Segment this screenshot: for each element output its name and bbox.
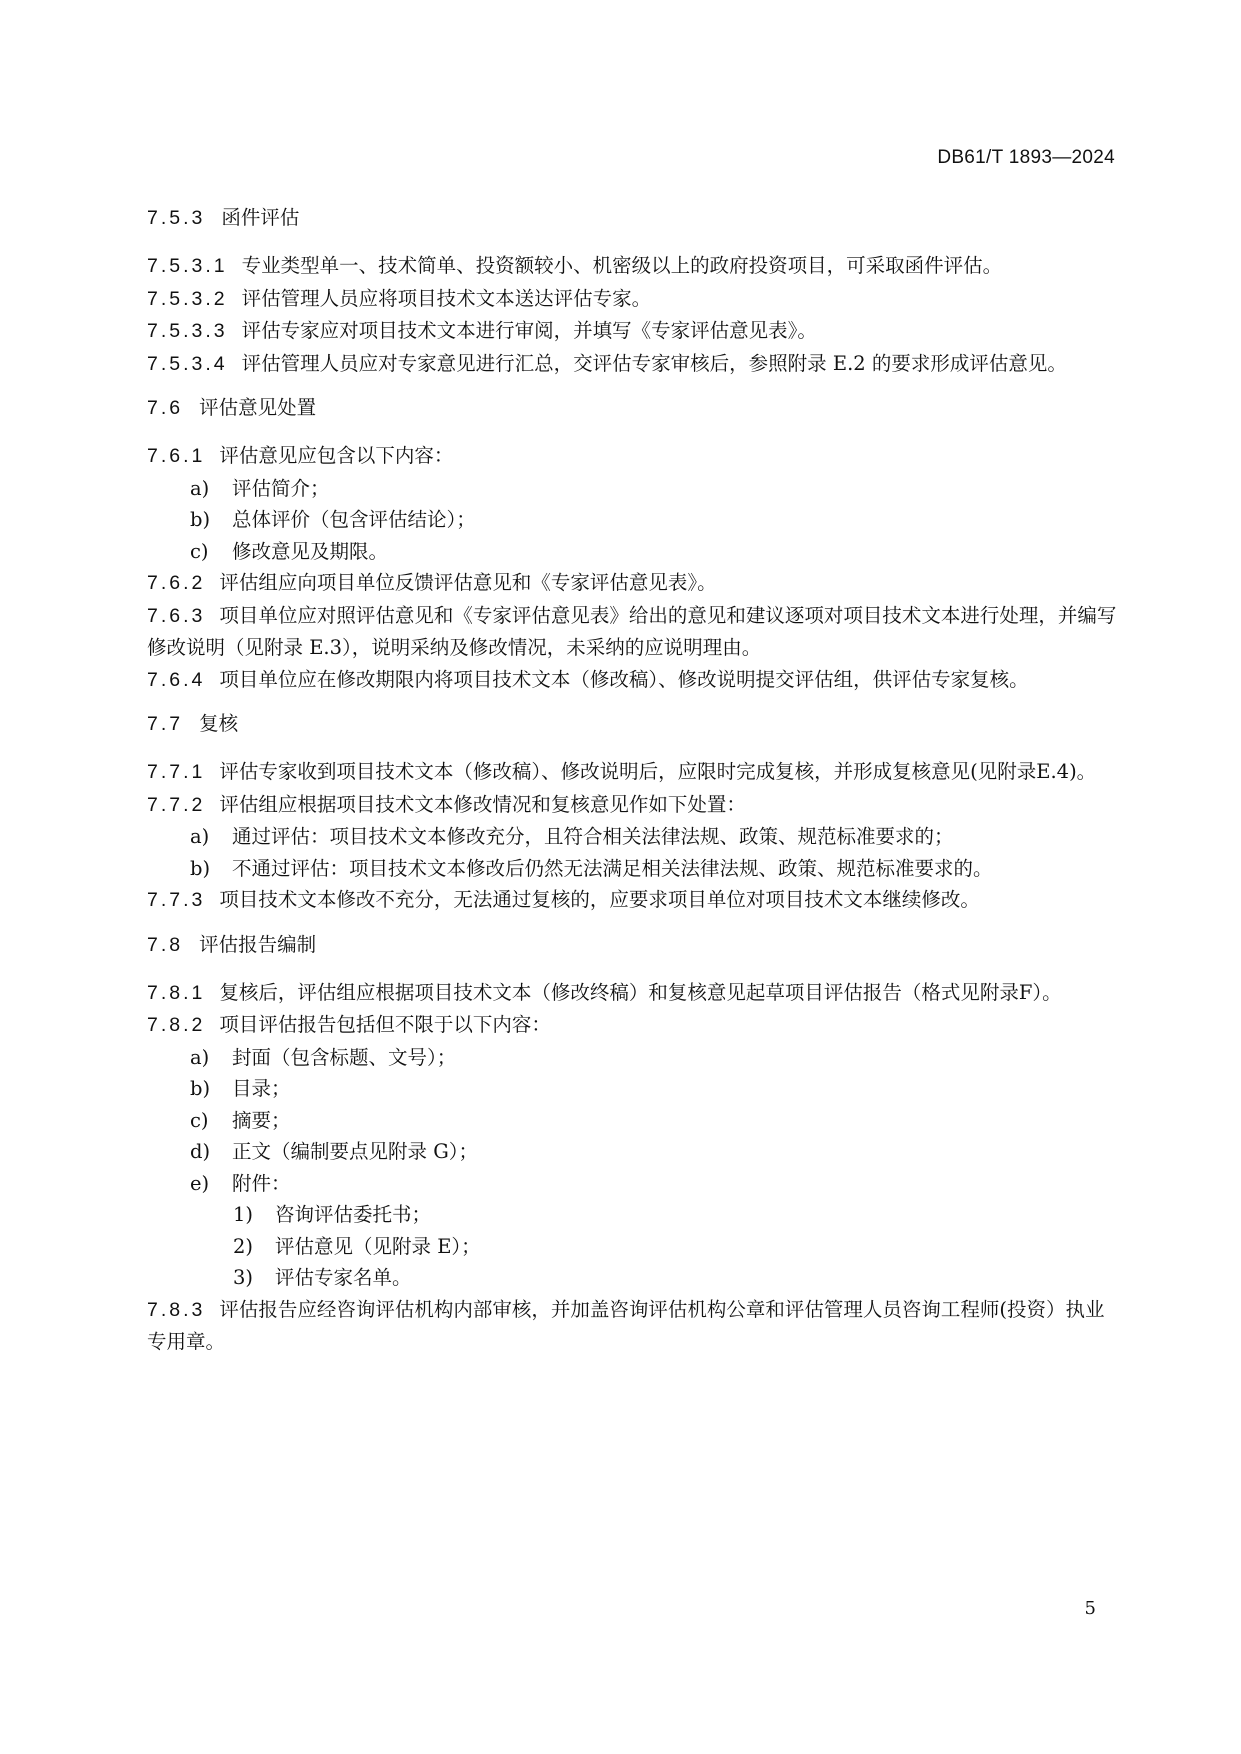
clause-7-6-1: [147, 440, 1117, 473]
list-text: 不通过评估：项目技术文本修改后仍然无法满足相关法律法规、政策、规范标准要求的。: [232, 856, 993, 880]
list-item: [147, 536, 1117, 568]
list-marker: d): [190, 1140, 211, 1163]
sub-list-item: [147, 1262, 1117, 1294]
clause-number: 7.7.3: [147, 889, 206, 911]
clause-7-5-3-3: [147, 315, 1117, 348]
section-heading-7-6: [147, 394, 1117, 440]
section-number: 7.5.3: [147, 207, 206, 229]
section-number: 7.7: [147, 713, 184, 735]
list-item: [147, 1042, 1117, 1074]
document-body: [147, 200, 1117, 1358]
clause-7-8-3: [147, 1294, 1117, 1358]
clause-7-6-3: [147, 600, 1117, 664]
list-item: [147, 473, 1117, 505]
list-text: 附件：: [232, 1171, 291, 1195]
section-title: 评估意见处置: [199, 396, 317, 419]
clause-number: 7.6.1: [147, 445, 206, 467]
section-number: 7.6: [147, 397, 184, 419]
clause-7-8-2: [147, 1009, 1117, 1042]
clause-7-6-4: [147, 664, 1117, 697]
clause-text: 评估专家应对项目技术文本进行审阅，并填写《专家评估意见表》。: [241, 319, 817, 342]
page-number: 5: [1084, 1598, 1096, 1619]
document-code: DB61/T 1893—2024: [937, 147, 1115, 168]
clause-7-5-3-2: [147, 283, 1117, 316]
list-marker: b): [190, 856, 211, 880]
clause-text: 评估组应根据项目技术文本修改情况和复核意见作如下处置：: [219, 792, 746, 816]
section-heading-7-5-3: [147, 204, 1117, 250]
list-text: 封面（包含标题、文号）；: [232, 1045, 457, 1069]
clause-text: 评估管理人员应对专家意见进行汇总，交评估专家审核后，参照附录 E.2 的要求形成评估意见。: [241, 351, 1067, 375]
clause-number: 7.8.2: [147, 1014, 206, 1036]
sub-list-item: [147, 1231, 1117, 1263]
clause-7-7-1: [147, 756, 1117, 789]
list-marker: b): [190, 508, 211, 531]
clause-7-7-3: [147, 884, 1117, 917]
list-marker: b): [190, 1077, 211, 1100]
clause-number: 7.6.2: [147, 572, 206, 594]
clause-number: 7.5.3.4: [147, 352, 228, 375]
clause-number: 7.7.2: [147, 793, 206, 816]
list-marker: e): [190, 1171, 210, 1195]
clause-text: 项目单位应在修改期限内将项目技术文本（修改稿）、修改说明提交评估组，供评估专家复核。: [219, 667, 1029, 691]
list-text: 评估意见（见附录 E）；: [275, 1234, 481, 1258]
clause-number: 7.5.3.1: [147, 255, 228, 277]
clause-text: 评估意见应包含以下内容：: [219, 444, 454, 467]
list-text: 评估专家名单。: [275, 1266, 412, 1289]
clause-number: 7.8.3: [147, 1298, 206, 1321]
clause-text: 评估专家收到项目技术文本（修改稿）、修改说明后，应限时完成复核，并形成复核意见(见附录E.4)。: [219, 760, 1097, 783]
clause-number: 7.8.1: [147, 981, 206, 1004]
list-item: [147, 1136, 1117, 1168]
list-text: 摘要；: [232, 1108, 291, 1132]
list-text: 通过评估：项目技术文本修改充分，且符合相关法律法规、政策、规范标准要求的；: [232, 825, 954, 848]
list-item: [147, 853, 1117, 885]
clause-text: 复核后，评估组应根据项目技术文本（修改终稿）和复核意见起草项目评估报告（格式见附录F）。: [219, 980, 1062, 1004]
list-item: [147, 504, 1117, 536]
section-title: 评估报告编制: [199, 932, 317, 956]
clause-number: 7.5.3.3: [147, 320, 228, 342]
clause-number: 7.7.1: [147, 761, 206, 783]
section-title: 函件评估: [221, 206, 300, 229]
list-marker: c): [190, 1108, 209, 1132]
clause-text: 评估组应向项目单位反馈评估意见和《专家评估意见表》。: [219, 571, 717, 594]
clause-number: 7.5.3.2: [147, 287, 228, 310]
clause-7-8-1: [147, 977, 1117, 1010]
clause-text: 项目评估报告包括但不限于以下内容：: [219, 1013, 551, 1036]
list-text: 修改意见及期限。: [232, 539, 389, 563]
clause-7-7-2: [147, 789, 1117, 822]
list-item: [147, 1073, 1117, 1105]
clause-7-5-3-1: [147, 250, 1117, 283]
list-marker: 3): [233, 1266, 254, 1289]
clause-text: 项目技术文本修改不充分，无法通过复核的，应要求项目单位对项目技术文本继续修改。: [219, 888, 980, 911]
list-marker: a): [190, 1045, 210, 1069]
list-item: [147, 1168, 1117, 1200]
list-text: 评估简介；: [232, 476, 330, 500]
clause-number: 7.6.3: [147, 604, 206, 627]
section-heading-7-8: [147, 931, 1117, 977]
clause-text: 评估报告应经咨询评估机构内部审核，并加盖咨询评估机构公章和评估管理人员咨询工程师(投资）执业专用章。: [147, 1297, 1105, 1353]
list-item: [147, 1105, 1117, 1137]
clause-text: 项目单位应对照评估意见和《专家评估意见表》给出的意见和建议逐项对项目技术文本进行处理，并编写修改说明（见附录 E.3），说明采纳及修改情况，未采纳的应说明理由。: [147, 603, 1117, 659]
list-marker: c): [190, 539, 209, 563]
clause-text: 专业类型单一、技术简单、投资额较小、机密级以上的政府投资项目，可采取函件评估。: [241, 254, 1003, 277]
clause-7-6-2: [147, 567, 1117, 600]
clause-number: 7.6.4: [147, 668, 206, 691]
section-heading-7-7: [147, 710, 1117, 756]
list-marker: 1): [233, 1203, 254, 1226]
list-text: 正文（编制要点见附录 G）；: [232, 1140, 479, 1163]
sub-list-item: [147, 1199, 1117, 1231]
list-item: [147, 821, 1117, 853]
list-marker: a): [190, 476, 210, 500]
clause-7-5-3-4: [147, 348, 1117, 381]
list-marker: 2): [233, 1234, 254, 1258]
section-title: 复核: [199, 712, 239, 735]
list-text: 目录；: [232, 1077, 291, 1100]
section-number: 7.8: [147, 933, 184, 956]
list-text: 总体评价（包含评估结论）；: [232, 508, 476, 531]
list-text: 咨询评估委托书；: [275, 1203, 432, 1226]
clause-text: 评估管理人员应将项目技术文本送达评估专家。: [241, 286, 652, 310]
list-marker: a): [190, 825, 210, 848]
